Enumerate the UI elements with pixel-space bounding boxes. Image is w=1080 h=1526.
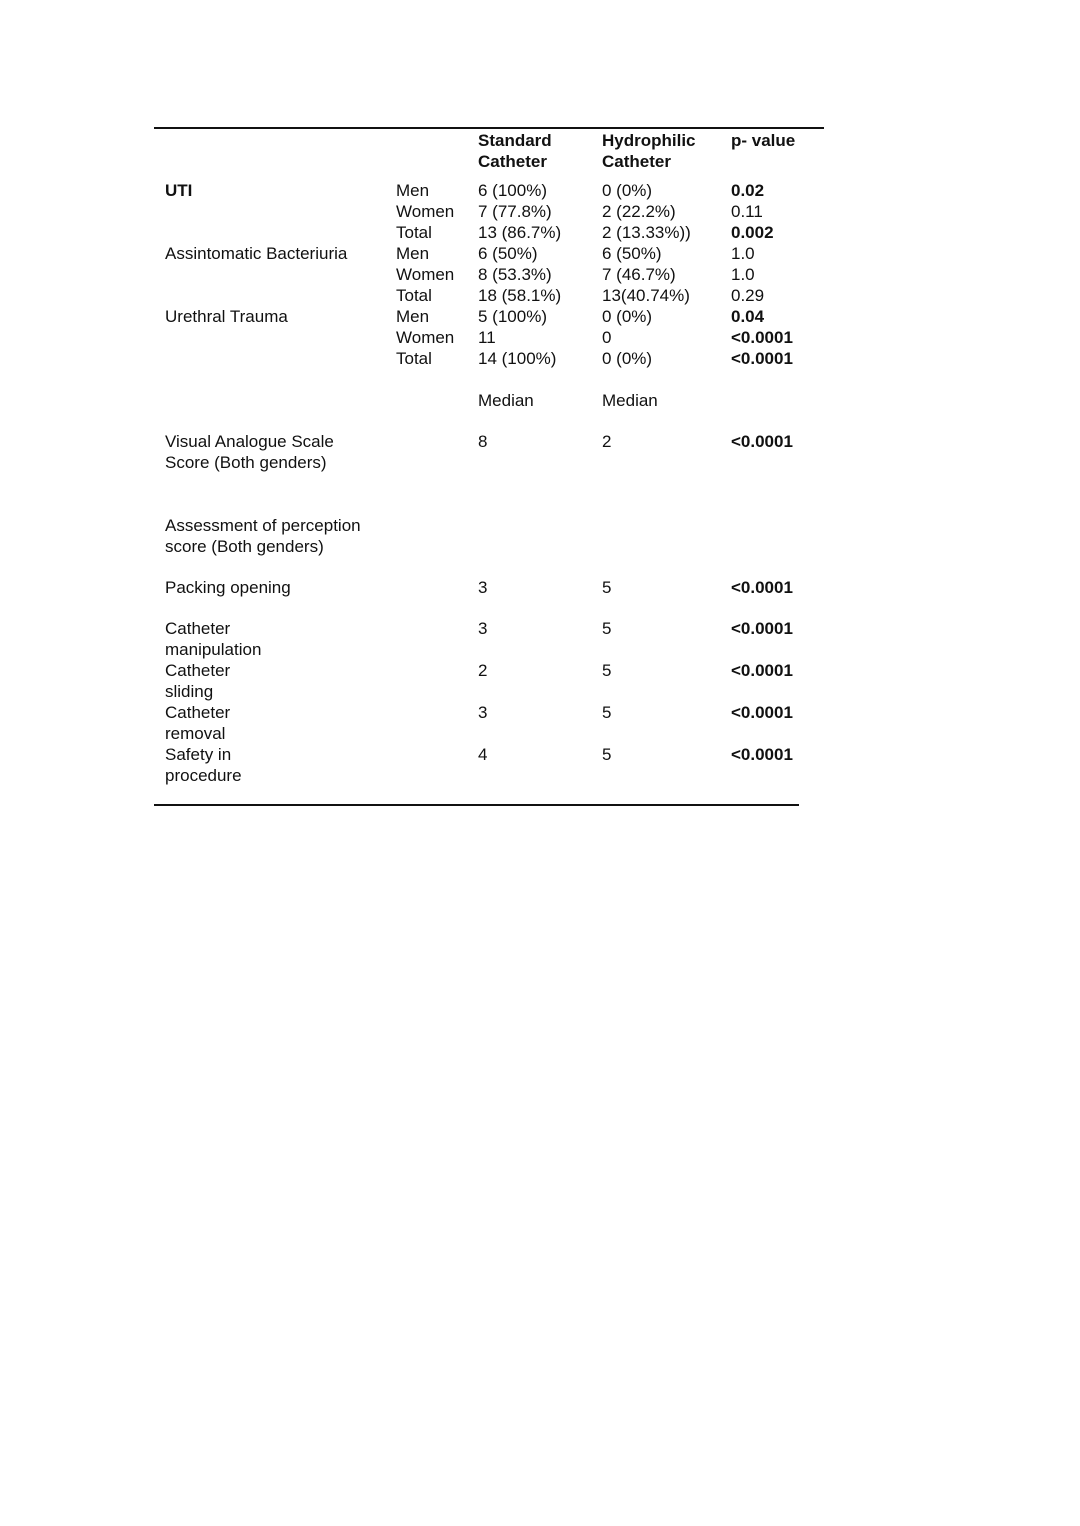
bacteriuria-men-p: 1.0	[731, 244, 755, 263]
safety-procedure-label: Safety in procedure	[165, 745, 242, 785]
trauma-women-p: <0.0001	[731, 328, 793, 347]
catheter-removal-label: Catheter removal	[165, 703, 231, 743]
catheter-sliding-p: <0.0001	[731, 661, 793, 680]
uti-men-hydrophilic: 0 (0%)	[602, 181, 653, 200]
bacteriuria-men-hydrophilic: 6 (50%)	[602, 244, 662, 263]
trauma-total-p: <0.0001	[731, 349, 793, 368]
header-standard-catheter: Standard Catheter	[478, 131, 552, 171]
uti-total-hydrophilic: 2 (13.33%))	[602, 223, 691, 242]
top-rule	[154, 127, 824, 129]
uti-women-p: 0.11	[731, 202, 763, 221]
perception-label: Assessment of perception score (Both genders)	[165, 516, 361, 556]
uti-total-standard: 13 (86.7%)	[478, 223, 562, 242]
uti-women-standard: 7 (77.8%)	[478, 202, 552, 221]
uti-men-standard: 6 (100%)	[478, 181, 547, 200]
header-hydrophilic-catheter: Hydrophilic Catheter	[602, 131, 696, 171]
trauma-total-group: Total	[396, 349, 432, 368]
packing-opening-label: Packing opening	[165, 578, 291, 597]
packing-opening-p: <0.0001	[731, 578, 793, 597]
safety-procedure-p: <0.0001	[731, 745, 793, 764]
catheter-removal-standard: 3	[478, 703, 488, 722]
bacteriuria-women-group: Women	[396, 265, 455, 284]
median-label-hydrophilic: Median	[602, 391, 658, 410]
bacteriuria-men-standard: 6 (50%)	[478, 244, 538, 263]
packing-opening-standard: 3	[478, 578, 488, 597]
trauma-men-group: Men	[396, 307, 430, 326]
bacteriuria-women-standard: 8 (53.3%)	[478, 265, 552, 284]
catheter-sliding-standard: 2	[478, 661, 488, 680]
uti-men-group: Men	[396, 181, 430, 200]
bacteriuria-women-p: 1.0	[731, 265, 755, 284]
catheter-sliding-hydrophilic: 5	[602, 661, 612, 680]
trauma-women-group: Women	[396, 328, 455, 347]
trauma-women-standard: 11	[478, 328, 496, 347]
vas-label: Visual Analogue Scale Score (Both genders)	[165, 432, 334, 472]
uti-women-group: Women	[396, 202, 455, 221]
bacteriuria-women-hydrophilic: 7 (46.7%)	[602, 265, 676, 284]
bottom-rule	[154, 804, 799, 806]
trauma-men-standard: 5 (100%)	[478, 307, 547, 326]
trauma-label: Urethral Trauma	[165, 307, 288, 326]
bacteriuria-total-hydrophilic: 13(40.74%)	[602, 286, 690, 305]
bacteriuria-total-p: 0.29	[731, 286, 765, 305]
bacteriuria-label: Assintomatic Bacteriuria	[165, 244, 348, 263]
catheter-removal-p: <0.0001	[731, 703, 793, 722]
trauma-total-hydrophilic: 0 (0%)	[602, 349, 653, 368]
catheter-manipulation-hydrophilic: 5	[602, 619, 612, 638]
safety-procedure-standard: 4	[478, 745, 488, 764]
vas-hydrophilic: 2	[602, 432, 612, 451]
trauma-women-hydrophilic: 0	[602, 328, 612, 347]
uti-total-p: 0.002	[731, 223, 774, 242]
bacteriuria-total-standard: 18 (58.1%)	[478, 286, 562, 305]
uti-total-group: Total	[396, 223, 432, 242]
uti-label: UTI	[165, 181, 193, 200]
catheter-manipulation-label: Catheter manipulation	[165, 619, 262, 659]
vas-standard: 8	[478, 432, 488, 451]
packing-opening-hydrophilic: 5	[602, 578, 612, 597]
catheter-removal-hydrophilic: 5	[602, 703, 612, 722]
vas-p: <0.0001	[731, 432, 793, 451]
trauma-men-hydrophilic: 0 (0%)	[602, 307, 653, 326]
safety-procedure-hydrophilic: 5	[602, 745, 612, 764]
uti-men-p: 0.02	[731, 181, 765, 200]
trauma-men-p: 0.04	[731, 307, 765, 326]
header-p-value: p- value	[731, 131, 796, 150]
catheter-manipulation-standard: 3	[478, 619, 488, 638]
catheter-sliding-label: Catheter sliding	[165, 661, 231, 701]
catheter-manipulation-p: <0.0001	[731, 619, 793, 638]
median-label-standard: Median	[478, 391, 534, 410]
bacteriuria-total-group: Total	[396, 286, 432, 305]
bacteriuria-men-group: Men	[396, 244, 430, 263]
uti-women-hydrophilic: 2 (22.2%)	[602, 202, 676, 221]
trauma-total-standard: 14 (100%)	[478, 349, 557, 368]
